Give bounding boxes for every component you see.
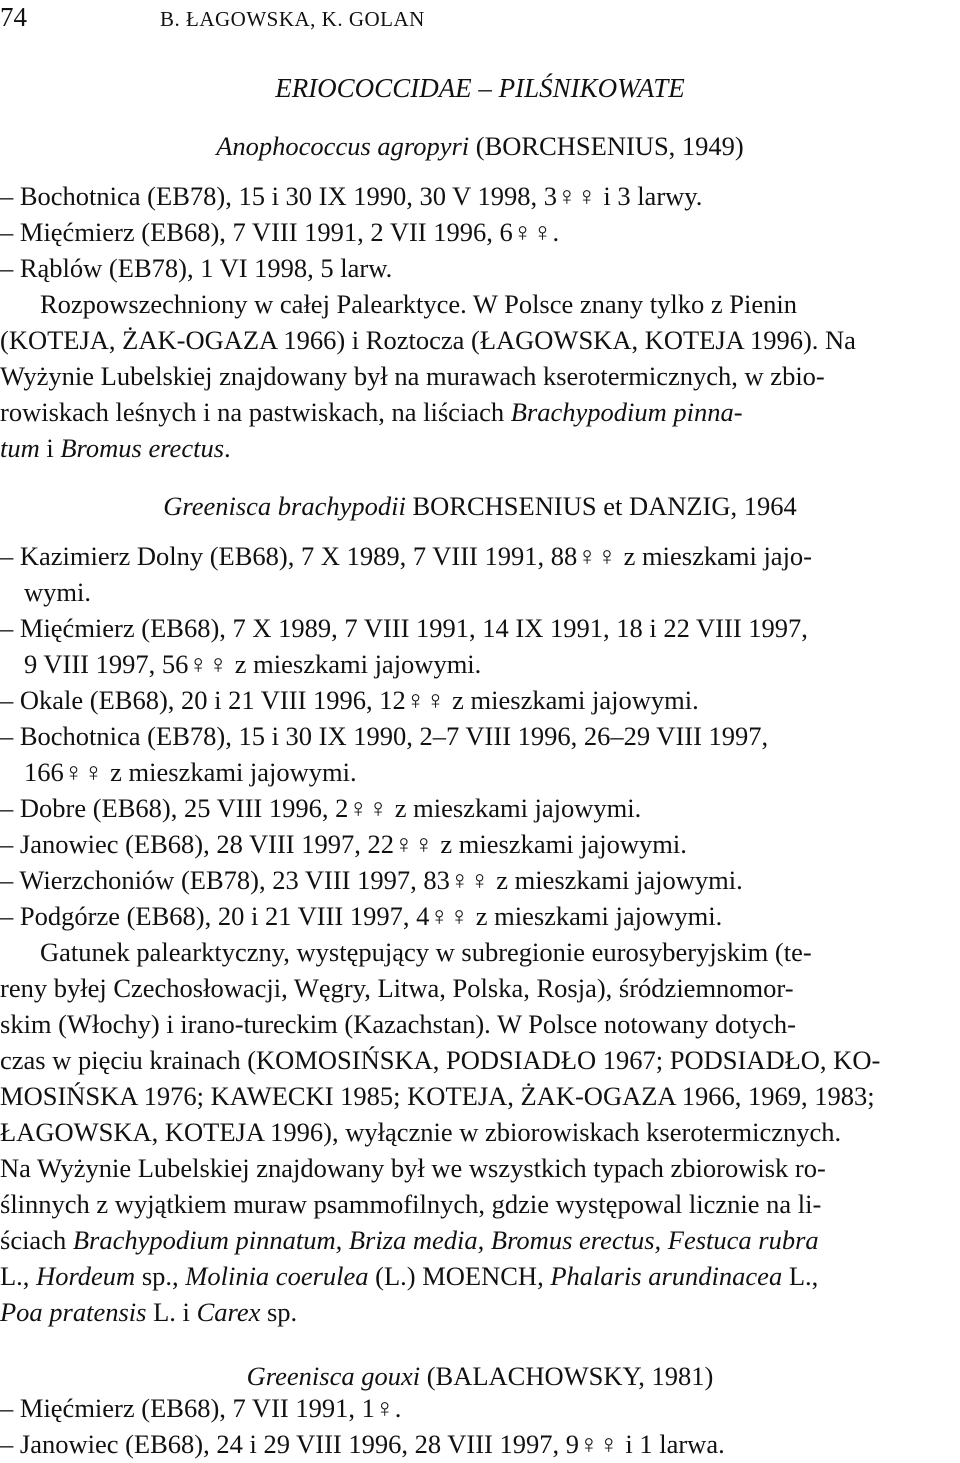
- record-line: – Mięćmierz (EB68), 7 VIII 1991, 2 VII 1996, 6♀♀.: [0, 217, 560, 247]
- record-line: – Okale (EB68), 20 i 21 VIII 1996, 12♀♀ z mieszkami jajowymi.: [0, 685, 699, 715]
- paragraph-line: Poa pratensis L. i Carex sp.: [0, 1297, 298, 1327]
- running-header: [0, 0, 960, 40]
- record-line: wymi.: [24, 577, 91, 607]
- record-line: – Rąblów (EB78), 1 VI 1998, 5 larw.: [0, 253, 393, 283]
- paragraph-line: Rozpowszechniony w całej Palearktyce. W Polsce znany tylko z Pienin: [40, 289, 798, 319]
- page-number: 74: [0, 2, 27, 32]
- paragraph-line: ślinnych z wyjątkiem muraw psammofilnych, gdzie występowal licznie na li-: [0, 1189, 822, 1219]
- species-heading-anophococcus: Anophococcus agropyri (BORCHSENIUS, 1949): [216, 131, 744, 161]
- record-line: – Wierzchoniów (EB78), 23 VIII 1997, 83♀♀ z mieszkami jajowymi.: [0, 865, 743, 895]
- paragraph-line: L., Hordeum sp., Molinia coerulea (L.) MOENCH, Phalaris arundinacea L.,: [0, 1261, 819, 1291]
- paragraph-line: Wyżynie Lubelskiej znajdowany był na murawach kserotermicznych, w zbio-: [0, 361, 825, 391]
- paragraph-line: (KOTEJA, ŻAK-OGAZA 1966) i Roztocza (ŁAGOWSKA, KOTEJA 1996). Na: [0, 325, 856, 355]
- record-line: – Bochotnica (EB78), 15 i 30 IX 1990, 30 V 1998, 3♀♀ i 3 larwy.: [0, 181, 703, 211]
- species-heading-greenisca-brachypodii: Greenisca brachypodii BORCHSENIUS et DANZIG, 1964: [163, 491, 797, 521]
- record-line: – Mięćmierz (EB68), 7 X 1989, 7 VIII 1991, 14 IX 1991, 18 i 22 VIII 1997,: [0, 613, 808, 643]
- record-line: – Dobre (EB68), 25 VIII 1996, 2♀♀ z mieszkami jajowymi.: [0, 793, 642, 823]
- record-line: 166♀♀ z mieszkami jajowymi.: [24, 757, 357, 787]
- record-line: – Bochotnica (EB78), 15 i 30 IX 1990, 2–7 VIII 1996, 26–29 VIII 1997,: [0, 721, 769, 751]
- paragraph-line: reny byłej Czechosłowacji, Węgry, Litwa, Polska, Rosja), śródziemnomor-: [0, 973, 794, 1003]
- record-line: – Kazimierz Dolny (EB68), 7 X 1989, 7 VIII 1991, 88♀♀ z mieszkami jajo-: [0, 541, 813, 571]
- paragraph-line: ściach Brachypodium pinnatum, Briza media, Bromus erectus, Festuca rubra: [0, 1225, 819, 1255]
- family-heading: ERIOCOCCIDAE – PILŚNIKOWATE: [275, 73, 685, 103]
- running-head-authors: B. ŁAGOWSKA, K. GOLAN: [160, 7, 425, 31]
- paragraph-line: Gatunek palearktyczny, występujący w subregionie eurosyberyjskim (te-: [40, 937, 812, 967]
- paragraph-line: Na Wyżynie Lubelskiej znajdowany był we wszystkich typach zbiorowisk ro-: [0, 1153, 826, 1183]
- paragraph-line: skim (Włochy) i irano-tureckim (Kazachstan). W Polsce notowany dotych-: [0, 1009, 796, 1039]
- record-line: – Janowiec (EB68), 24 i 29 VIII 1996, 28 VIII 1997, 9♀♀ i 1 larwa.: [0, 1429, 725, 1459]
- record-line: – Janowiec (EB68), 28 VIII 1997, 22♀♀ z mieszkami jajowymi.: [0, 829, 687, 859]
- paragraph-line: tum i Bromus erectus.: [0, 433, 231, 463]
- species-heading-greenisca-gouxi: Greenisca gouxi (BALACHOWSKY, 1981): [246, 1361, 714, 1391]
- record-line: 9 VIII 1997, 56♀♀ z mieszkami jajowymi.: [24, 649, 482, 679]
- paragraph-line: rowiskach leśnych i na pastwiskach, na liściach Brachypodium pinna-: [0, 397, 743, 427]
- paragraph-line: MOSIŃSKA 1976; KAWECKI 1985; KOTEJA, ŻAK-OGAZA 1966, 1969, 1983;: [0, 1081, 875, 1111]
- paragraph-line: czas w pięciu krainach (KOMOSIŃSKA, PODSIADŁO 1967; PODSIADŁO, KO-: [0, 1045, 881, 1075]
- record-line: – Podgórze (EB68), 20 i 21 VIII 1997, 4♀♀ z mieszkami jajowymi.: [0, 901, 723, 931]
- record-line: – Mięćmierz (EB68), 7 VII 1991, 1♀.: [0, 1393, 402, 1423]
- paragraph-line: ŁAGOWSKA, KOTEJA 1996), wyłącznie w zbiorowiskach kserotermicznych.: [0, 1117, 842, 1147]
